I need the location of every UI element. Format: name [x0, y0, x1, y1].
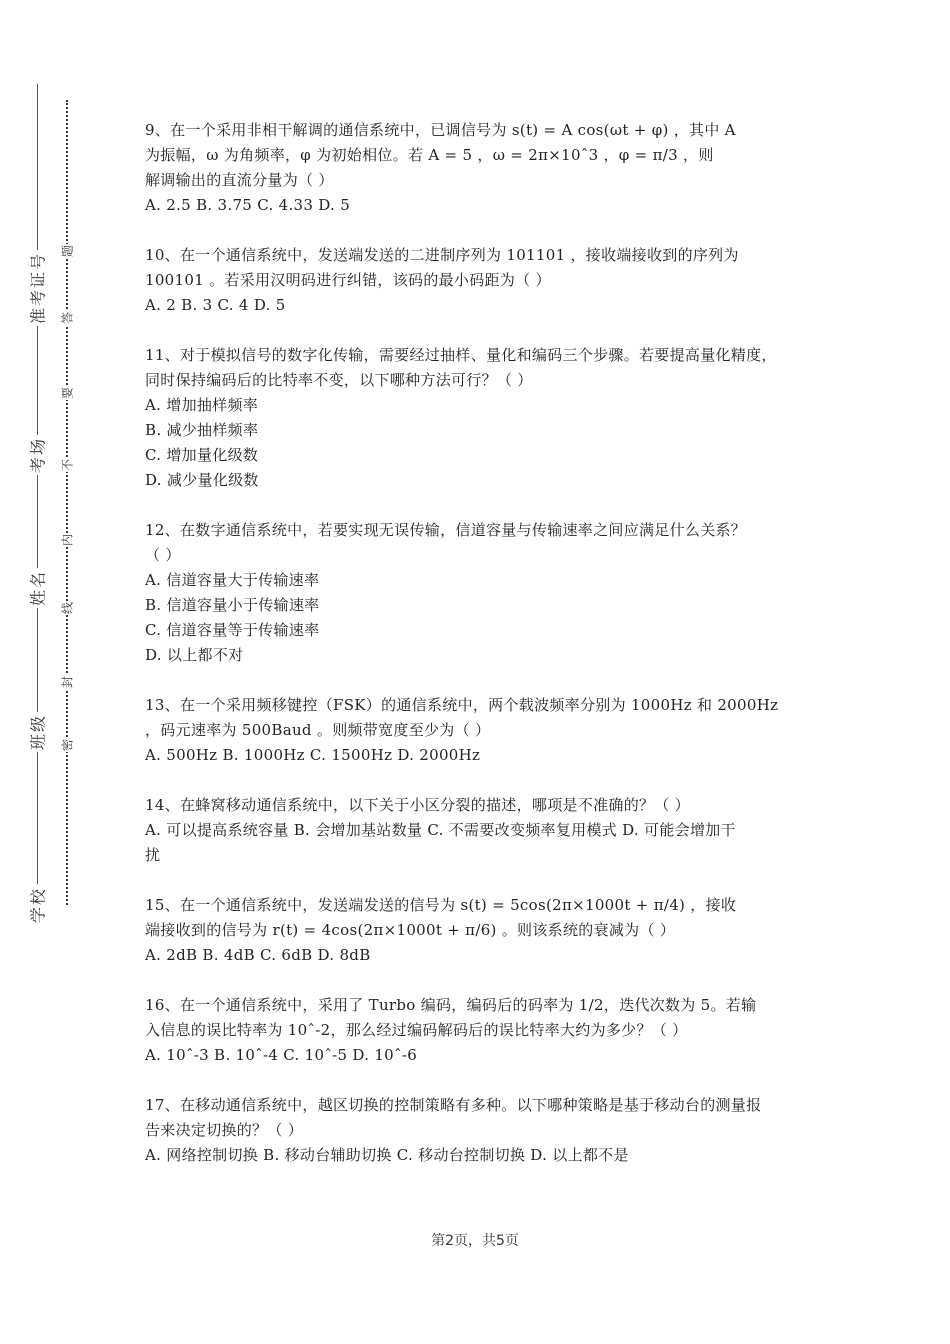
- question-14: [145, 793, 825, 868]
- question-15: [145, 893, 825, 968]
- option-b: B. 信道容量小于传输速率: [145, 596, 320, 614]
- seal-char: 答: [60, 311, 75, 325]
- page-number: 第2页，共5页: [431, 1233, 519, 1249]
- seal-char: 内: [60, 533, 75, 547]
- seal-char: 题: [60, 244, 75, 258]
- fill-in-line: [37, 84, 38, 884]
- binding-strip: [0, 0, 100, 1344]
- question-9: [145, 118, 825, 218]
- seal-char: 密: [60, 738, 75, 752]
- question-stem: 告来决定切换的？（ ）: [145, 1121, 304, 1139]
- question-12: [145, 518, 825, 668]
- option-d: D. 减少量化级数: [145, 471, 259, 489]
- question-stem: 为振幅，ω 为角频率，φ 为初始相位。若 A = 5 ，ω = 2π×10ˆ3 ，φ = π/3 ，则: [145, 146, 714, 164]
- option-a: A. 增加抽样频率: [145, 396, 259, 414]
- exam-room-label: 考场: [26, 435, 49, 475]
- question-stem: 入信息的误比特率为 10ˆ-2，那么经过编码解码后的误比特率大约为多少？（ ）: [145, 1021, 688, 1039]
- question-stem: 10、在一个通信系统中，发送端发送的二进制序列为 101101 ，接收端接收到的序列为: [145, 246, 739, 264]
- answer-options: A. 2dB B. 4dB C. 6dB D. 8dB: [145, 946, 371, 964]
- question-stem: （ ）: [145, 546, 181, 564]
- seal-char: 封: [60, 675, 75, 689]
- seal-char: 不: [60, 458, 75, 472]
- option-c: C. 信道容量等于传输速率: [145, 621, 320, 639]
- option-a: A. 信道容量大于传输速率: [145, 571, 320, 589]
- class-label: 班级: [26, 712, 49, 752]
- question-stem: 15、在一个通信系统中，发送端发送的信号为 s(t) = 5cos(2π×1000t + π/4) ，接收: [145, 896, 737, 914]
- question-stem: 9、在一个采用非相干解调的通信系统中，已调信号为 s(t) = A cos(ωt + φ) ，其中 A: [145, 121, 736, 139]
- answer-options: A. 500Hz B. 1000Hz C. 1500Hz D. 2000Hz: [145, 746, 481, 764]
- question-stem: 13、在一个采用频移键控（FSK）的通信系统中，两个载波频率分别为 1000Hz 和 2000Hz: [145, 696, 779, 714]
- question-stem: 16、在一个通信系统中，采用了 Turbo 编码，编码后的码率为 1/2，迭代次数为 5。若输: [145, 996, 757, 1014]
- exam-id-label: 准考证号: [26, 250, 49, 326]
- question-stem: 11、对于模拟信号的数字化传输，需要经过抽样、量化和编码三个步骤。若要提高量化精度，: [145, 346, 777, 364]
- question-10: [145, 243, 825, 318]
- answer-options: 扰: [145, 846, 161, 864]
- question-13: [145, 693, 825, 768]
- answer-options: A. 2.5 B. 3.75 C. 4.33 D. 5: [145, 196, 351, 214]
- question-stem: 100101 。若采用汉明码进行纠错，该码的最小码距为（ ）: [145, 271, 551, 289]
- option-b: B. 减少抽样频率: [145, 421, 259, 439]
- answer-options: A. 2 B. 3 C. 4 D. 5: [145, 296, 286, 314]
- question-stem: 同时保持编码后的比特率不变，以下哪种方法可行？（ ）: [145, 371, 533, 389]
- seal-char: 要: [60, 386, 75, 400]
- question-stem: 14、在蜂窝移动通信系统中，以下关于小区分裂的描述，哪项是不准确的？（ ）: [145, 796, 690, 814]
- answer-options: A. 可以提高系统容量 B. 会增加基站数量 C. 不需要改变频率复用模式 D. 可能会增加干: [145, 821, 736, 839]
- seal-dotted-line: [66, 100, 68, 905]
- question-list: [145, 118, 825, 1193]
- answer-options: A. 10ˆ-3 B. 10ˆ-4 C. 10ˆ-5 D. 10ˆ-6: [145, 1046, 418, 1064]
- question-stem: 解调输出的直流分量为（ ）: [145, 171, 334, 189]
- question-stem: 17、在移动通信系统中，越区切换的控制策略有多种。以下哪种策略是基于移动台的测量报: [145, 1096, 762, 1114]
- seal-char: 线: [60, 601, 75, 615]
- name-label: 姓名: [26, 568, 49, 608]
- question-17: [145, 1093, 825, 1168]
- question-16: [145, 993, 825, 1068]
- question-stem: 端接收到的信号为 r(t) = 4cos(2π×1000t + π/6) 。则该系统的衰减为（ ）: [145, 921, 676, 939]
- question-stem: ，码元速率为 500Baud 。则频带宽度至少为（ ）: [145, 721, 491, 739]
- school-label: 学校: [26, 885, 49, 925]
- question-stem: 12、在数字通信系统中，若要实现无误传输，信道容量与传输速率之间应满足什么关系？: [145, 521, 747, 539]
- option-d: D. 以上都不对: [145, 646, 244, 664]
- answer-options: A. 网络控制切换 B. 移动台辅助切换 C. 移动台控制切换 D. 以上都不是: [145, 1146, 629, 1164]
- option-c: C. 增加量化级数: [145, 446, 259, 464]
- question-11: [145, 343, 825, 493]
